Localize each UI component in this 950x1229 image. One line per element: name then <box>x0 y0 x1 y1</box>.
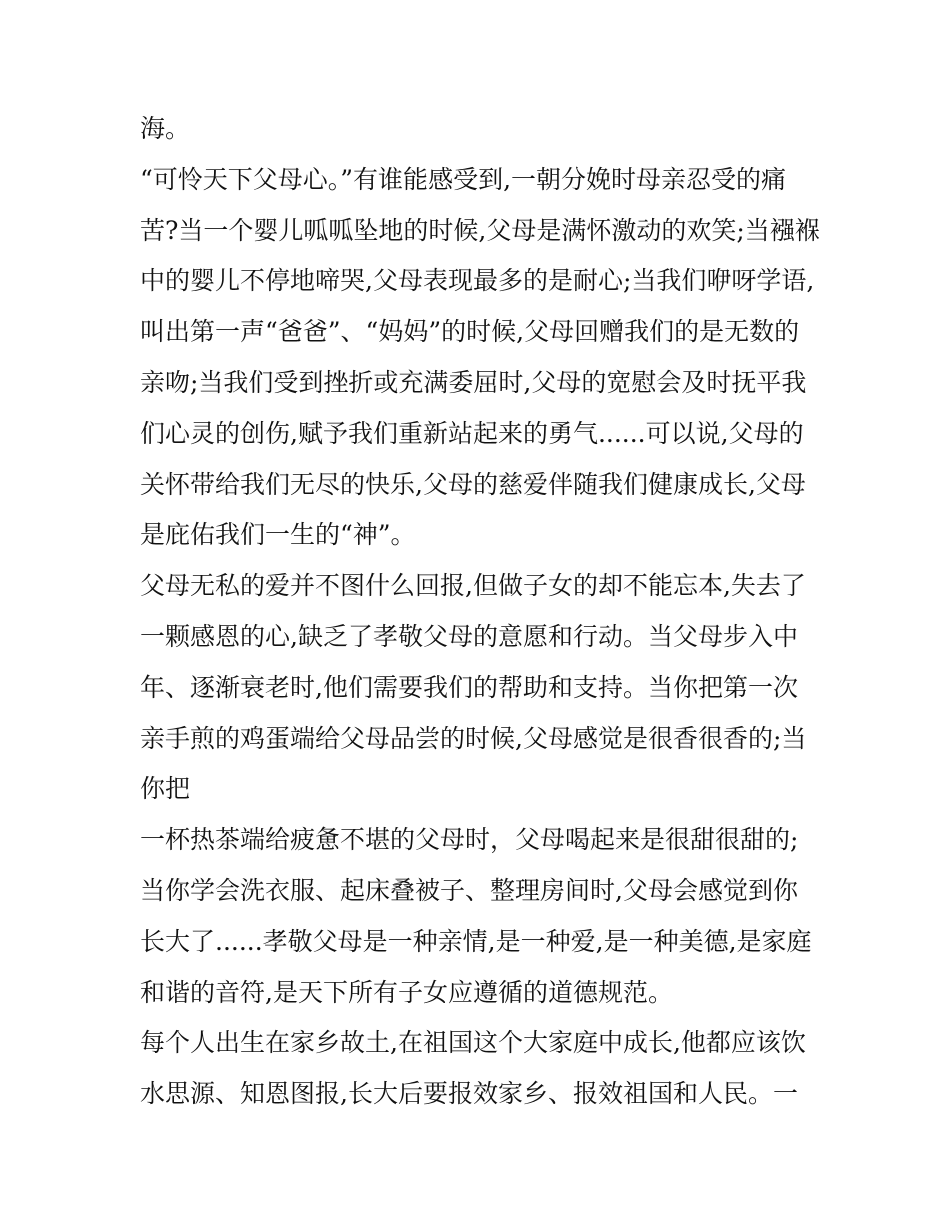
text-line: 长大了......孝敬父母是一种亲情,是一种爱,是一种美德,是家庭 <box>140 926 812 956</box>
text-line: 和谐的音符,是天下所有子女应遵循的道德规范。 <box>140 977 673 1007</box>
text-line: 父母无私的爱并不图什么回报,但做子女的却不能忘本,失去了 <box>140 571 806 601</box>
text-line: 亲吻;当我们受到挫折或充满委屈时,父母的宽慰会及时抚平我 <box>140 367 807 397</box>
text-line: 们心灵的创伤,赋予我们重新站起来的勇气......可以说,父母的 <box>140 418 804 448</box>
text-line: 亲手煎的鸡蛋端给父母品尝的时候,父母感觉是很香很香的;当 <box>140 723 807 753</box>
text-line: 你把 <box>140 774 191 804</box>
text-line: 一颗感恩的心,缺乏了孝敬父母的意愿和行动。当父母步入中 <box>140 621 798 651</box>
text-line: 每个人出生在家乡故土,在祖国这个大家庭中成长,他都应该饮 <box>140 1028 806 1058</box>
text-line: 年、逐渐衰老时,他们需要我们的帮助和支持。当你把第一次 <box>140 672 798 702</box>
text-line: 海。 <box>140 114 191 143</box>
text-line: 水思源、知恩图报,长大后要报效家乡、报效祖国和人民。一 <box>140 1079 798 1109</box>
text-line: “可怜天下父母心。”有谁能感受到,一朝分娩时母亲忍受的痛 <box>140 164 787 194</box>
text-line: 苦?当一个婴儿呱呱坠地的时候,父母是满怀激动的欢笑;当襁褓 <box>140 215 820 245</box>
text-line: 一杯热茶端给疲惫不堪的父母时，父母喝起来是很甜很甜的; <box>140 825 799 855</box>
text-line: 叫出第一声“爸爸”、“妈妈”的时候,父母回赠我们的是无数的 <box>140 317 800 347</box>
text-line: 中的婴儿不停地啼哭,父母表现最多的是耐心;当我们咿呀学语, <box>140 266 815 296</box>
body-text <box>140 104 820 1120</box>
text-line: 当你学会洗衣服、起床叠被子、整理房间时,父母会感觉到你 <box>140 875 798 905</box>
text-line: 是庇佑我们一生的“神”。 <box>140 520 416 550</box>
text-line: 关怀带给我们无尽的快乐,父母的慈爱伴随我们健康成长,父母 <box>140 469 806 499</box>
